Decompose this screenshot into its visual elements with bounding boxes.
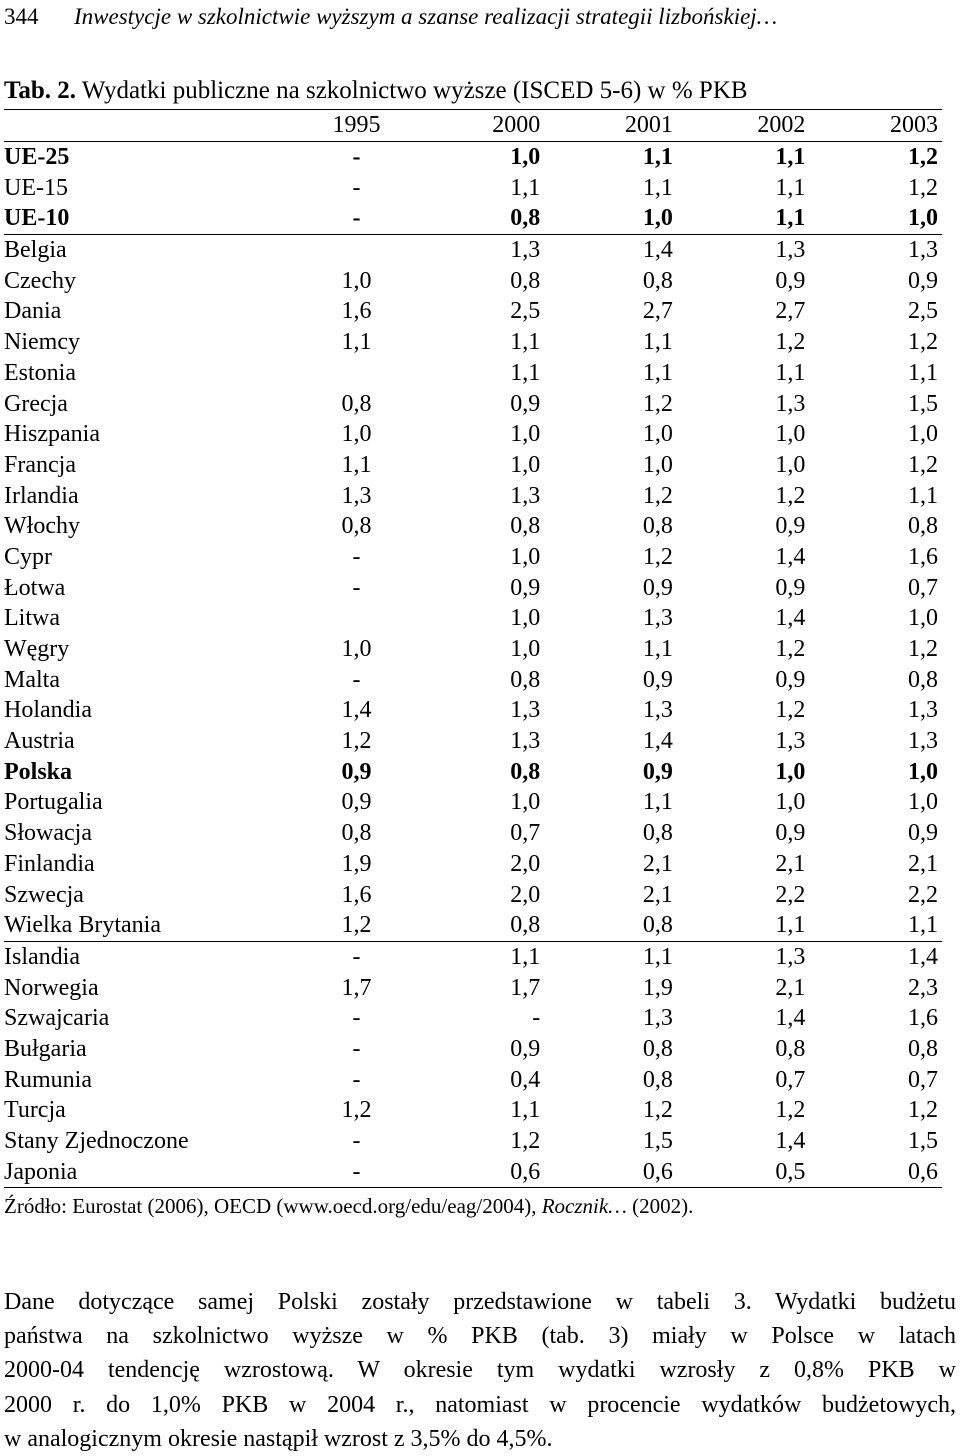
value-cell: 1,6: [341, 881, 372, 908]
value-cell: 0,9: [908, 820, 938, 847]
table-row: [4, 972, 942, 1003]
value-cell: 0,9: [775, 666, 806, 693]
table-row: [4, 265, 942, 296]
value-cell: 1,9: [341, 850, 372, 877]
value-cell: 2,1: [642, 850, 673, 877]
source-prefix: Źródło: Eurostat (2006), OECD (www.oecd.org/edu/eag/2004),: [4, 1194, 542, 1218]
value-cell: 0,9: [642, 574, 673, 601]
source-note: [4, 1191, 954, 1221]
value-cell: -: [301, 203, 411, 234]
value-cell: 1,0: [544, 203, 677, 234]
value-cell: -: [352, 574, 361, 601]
value-cell: 0,8: [775, 1035, 806, 1062]
value-cell: 1,1: [510, 943, 541, 970]
value-cell: 1,3: [642, 1005, 673, 1032]
country-cell: Czechy: [4, 267, 76, 294]
value-cell: 1,1: [642, 636, 673, 663]
value-cell: 1,0: [341, 636, 372, 663]
country-cell: Polska: [4, 758, 73, 785]
value-cell: 0,9: [642, 758, 673, 785]
country-cell: Niemcy: [4, 329, 80, 356]
value-cell: 1,3: [642, 697, 673, 724]
country-cell: UE-10: [4, 203, 301, 234]
paragraph-line: Dane dotyczące samej Polski zostały przedstawione w tabeli 3. Wydatki budżetu: [4, 1289, 956, 1315]
value-cell: 1,3: [775, 390, 806, 417]
value-cell: 0,8: [642, 1035, 673, 1062]
value-cell: 0,8: [642, 513, 673, 540]
value-cell: 0,8: [908, 513, 938, 540]
value-cell: 0,8: [341, 513, 372, 540]
country-cell: Włochy: [4, 513, 80, 540]
value-cell: 1,4: [775, 1128, 806, 1155]
value-cell: 1,2: [908, 174, 938, 201]
value-cell: 0,9: [510, 1035, 541, 1062]
value-cell: [301, 603, 411, 634]
year-header: 2002: [677, 110, 810, 142]
value-cell: 0,9: [908, 267, 938, 294]
table-body: [4, 141, 942, 1187]
table-row: [4, 787, 942, 818]
country-cell: Estonia: [4, 359, 76, 386]
header-corner: [4, 110, 301, 142]
value-cell: 1,0: [809, 203, 942, 234]
value-cell: -: [301, 1156, 411, 1187]
table-row: [4, 634, 942, 665]
country-cell: Malta: [4, 666, 60, 693]
value-cell: 0,9: [775, 513, 806, 540]
value-cell: 1,0: [908, 758, 938, 785]
value-cell: 0,9: [775, 820, 806, 847]
table-row: [4, 849, 942, 880]
value-cell: 1,0: [642, 421, 673, 448]
value-cell: -: [352, 1035, 361, 1062]
value-cell: 1,2: [908, 329, 938, 356]
value-cell: 1,1: [908, 359, 938, 386]
value-cell: 0,8: [642, 1066, 673, 1093]
country-cell: UE-25: [4, 144, 70, 171]
value-cell: 1,4: [775, 605, 806, 632]
value-cell: 1,3: [775, 943, 806, 970]
table-label: Tab. 2.: [4, 77, 77, 104]
value-cell: 1,1: [642, 329, 673, 356]
value-cell: 1,2: [642, 390, 673, 417]
country-cell: Bułgaria: [4, 1035, 87, 1062]
value-cell: 2,2: [775, 881, 806, 908]
value-cell: 1,2: [775, 1097, 806, 1124]
value-cell: 1,5: [908, 1128, 938, 1155]
country-cell: Turcja: [4, 1097, 66, 1124]
table-row: [4, 172, 942, 203]
country-cell: Rumunia: [4, 1066, 92, 1093]
value-cell: 1,4: [908, 943, 938, 970]
value-cell: 1,1: [677, 203, 810, 234]
country-cell: Łotwa: [4, 574, 66, 601]
value-cell: 1,0: [908, 789, 938, 816]
year-header: 2000: [412, 110, 545, 142]
country-cell: Finlandia: [4, 850, 95, 877]
table-row: [4, 695, 942, 726]
value-cell: 1,2: [301, 910, 411, 941]
value-cell: 1,3: [510, 728, 541, 755]
value-cell: 1,5: [642, 1128, 673, 1155]
table-row: [4, 818, 942, 849]
value-cell: 1,0: [775, 758, 806, 785]
table-row: [4, 358, 942, 389]
value-cell: 1,0: [775, 451, 806, 478]
value-cell: 1,2: [775, 329, 806, 356]
value-cell: 2,3: [908, 974, 938, 1001]
country-cell: Słowacja: [4, 820, 92, 847]
value-cell: 1,1: [642, 789, 673, 816]
value-cell: 1,2: [775, 697, 806, 724]
table-row: [4, 480, 942, 511]
value-cell: 1,2: [908, 636, 938, 663]
value-cell: 1,0: [510, 144, 541, 171]
value-cell: 0,5: [677, 1156, 810, 1187]
table-row: [4, 234, 942, 265]
value-cell: -: [532, 1005, 541, 1032]
value-cell: 0,6: [412, 1156, 545, 1187]
value-cell: 1,4: [341, 697, 372, 724]
value-cell: 2,5: [510, 298, 541, 325]
value-cell: 1,1: [642, 943, 673, 970]
value-cell: 1,9: [642, 974, 673, 1001]
value-cell: 1,1: [341, 329, 372, 356]
table-row: [4, 419, 942, 450]
country-cell: Islandia: [4, 943, 80, 970]
paragraph-line: 2000 r. do 1,0% PKB w 2004 r., natomiast w procencie wydatków budżetowych,: [4, 1391, 956, 1418]
year-header: 2003: [809, 110, 942, 142]
value-cell: 1,3: [908, 237, 938, 264]
value-cell: 1,0: [341, 421, 372, 448]
table-caption: [4, 74, 954, 108]
value-cell: 1,0: [908, 605, 938, 632]
value-cell: 1,1: [510, 329, 541, 356]
table-row: [4, 450, 942, 481]
source-italic: Rocznik…: [541, 1194, 627, 1218]
expenditure-table: [4, 109, 942, 1188]
table-row: [4, 327, 942, 358]
country-cell: Litwa: [4, 605, 60, 632]
country-cell: UE-15: [4, 174, 68, 201]
page-header: [4, 0, 954, 34]
table-row: [4, 296, 942, 327]
table-row: [4, 388, 942, 419]
value-cell: 1,4: [642, 237, 673, 264]
value-cell: -: [352, 174, 361, 201]
table-header-row: [4, 110, 942, 142]
value-cell: 2,1: [908, 850, 938, 877]
value-cell: 1,7: [510, 974, 541, 1001]
value-cell: -: [352, 144, 361, 171]
value-cell: 0,9: [775, 267, 806, 294]
country-cell: Holandia: [4, 697, 92, 724]
value-cell: 1,2: [908, 144, 938, 171]
value-cell: 0,8: [510, 267, 541, 294]
value-cell: 1,2: [642, 543, 673, 570]
running-title: Inwestycje w szkolnictwie wyższym a szanse realizacji strategii lizbońskiej…: [74, 4, 778, 29]
paragraph-line: państwa na szkolnictwo wyższe w % PKB (tab. 3) miały w Polsce w latach: [4, 1323, 956, 1350]
value-cell: 2,5: [908, 298, 938, 325]
value-cell: 1,0: [510, 543, 541, 570]
value-cell: 0,8: [908, 1035, 938, 1062]
table-row: [4, 1156, 942, 1187]
year-header: 2001: [544, 110, 677, 142]
value-cell: 2,7: [775, 298, 806, 325]
value-cell: 0,9: [341, 758, 372, 785]
value-cell: 1,1: [908, 482, 938, 509]
value-cell: 2,1: [775, 850, 806, 877]
value-cell: 1,3: [510, 697, 541, 724]
value-cell: [301, 234, 411, 265]
table-row: [4, 941, 942, 972]
value-cell: 0,8: [341, 390, 372, 417]
value-cell: 1,1: [510, 1097, 541, 1124]
paragraph-line: w analogicznym okresie nastąpił wzrost z 3,5% do 4,5%.: [4, 1425, 553, 1452]
value-cell: 1,5: [908, 390, 938, 417]
country-cell: Austria: [4, 728, 75, 755]
value-cell: -: [352, 1066, 361, 1093]
value-cell: 2,0: [510, 881, 541, 908]
table-row: [4, 664, 942, 695]
country-cell: Hiszpania: [4, 421, 100, 448]
value-cell: 1,1: [510, 174, 541, 201]
value-cell: 0,8: [908, 666, 938, 693]
value-cell: -: [352, 1128, 361, 1155]
table-row: [4, 1095, 942, 1126]
value-cell: 1,3: [775, 237, 806, 264]
table-row: [4, 1034, 942, 1065]
country-cell: Szwecja: [4, 881, 84, 908]
value-cell: 1,3: [642, 605, 673, 632]
country-cell: Wielka Brytania: [4, 910, 301, 941]
table-row: [4, 141, 942, 172]
value-cell: 2,7: [642, 298, 673, 325]
value-cell: 1,3: [908, 697, 938, 724]
value-cell: 1,4: [775, 543, 806, 570]
value-cell: 0,6: [809, 1156, 942, 1187]
value-cell: 0,8: [412, 203, 545, 234]
value-cell: -: [352, 1005, 361, 1032]
country-cell: Portugalia: [4, 789, 103, 816]
value-cell: 1,0: [510, 636, 541, 663]
table-row: [4, 756, 942, 787]
value-cell: 1,0: [908, 421, 938, 448]
value-cell: 0,7: [908, 1066, 938, 1093]
value-cell: 1,0: [510, 451, 541, 478]
value-cell: 0,9: [510, 574, 541, 601]
value-cell: 1,2: [908, 1097, 938, 1124]
value-cell: 1,7: [341, 974, 372, 1001]
value-cell: 1,0: [775, 421, 806, 448]
value-cell: 1,0: [510, 789, 541, 816]
value-cell: 0,7: [510, 820, 541, 847]
value-cell: 0,6: [544, 1156, 677, 1187]
value-cell: 1,3: [510, 482, 541, 509]
table-row: [4, 603, 942, 634]
value-cell: 2,2: [908, 881, 938, 908]
country-cell: Grecja: [4, 390, 68, 417]
country-cell: Japonia: [4, 1156, 301, 1187]
value-cell: 1,2: [908, 451, 938, 478]
value-cell: -: [352, 543, 361, 570]
value-cell: 1,3: [510, 237, 541, 264]
country-cell: Belgia: [4, 237, 67, 264]
value-cell: 0,9: [510, 390, 541, 417]
country-cell: Szwajcaria: [4, 1005, 110, 1032]
value-cell: 1,0: [510, 605, 541, 632]
value-cell: 1,1: [642, 359, 673, 386]
value-cell: 2,1: [775, 974, 806, 1001]
value-cell: 0,8: [510, 513, 541, 540]
value-cell: 1,2: [775, 482, 806, 509]
value-cell: 1,6: [908, 543, 938, 570]
value-cell: 1,1: [341, 451, 372, 478]
table-row: [4, 511, 942, 542]
table-row: [4, 879, 942, 910]
country-cell: Francja: [4, 451, 76, 478]
paragraph-line: 2000-04 tendencję wzrostową. W okresie tym wydatki wzrosły z 0,8% PKB w: [4, 1357, 956, 1384]
value-cell: 1,0: [510, 421, 541, 448]
value-cell: 0,8: [544, 910, 677, 941]
value-cell: 0,9: [642, 666, 673, 693]
year-header: 1995: [301, 110, 411, 142]
value-cell: 1,2: [341, 728, 372, 755]
country-cell: Węgry: [4, 636, 70, 663]
table-row: [4, 1126, 942, 1157]
value-cell: 1,2: [775, 636, 806, 663]
country-cell: Cypr: [4, 543, 52, 570]
value-cell: 1,1: [775, 359, 806, 386]
table-title: Wydatki publiczne na szkolnictwo wyższe (ISCED 5-6) w % PKB: [81, 77, 748, 104]
table-row: [4, 910, 942, 941]
value-cell: 0,8: [510, 758, 541, 785]
source-suffix: (2002).: [626, 1194, 694, 1218]
value-cell: 0,8: [341, 820, 372, 847]
value-cell: [301, 358, 411, 389]
table-row: [4, 542, 942, 573]
table-row: [4, 1064, 942, 1095]
value-cell: 1,6: [908, 1005, 938, 1032]
value-cell: 1,3: [341, 482, 372, 509]
value-cell: 1,2: [341, 1097, 372, 1124]
country-cell: Stany Zjednoczone: [4, 1128, 189, 1155]
value-cell: 1,1: [775, 144, 806, 171]
value-cell: 2,1: [642, 881, 673, 908]
value-cell: 1,0: [642, 451, 673, 478]
value-cell: 0,9: [341, 789, 372, 816]
value-cell: 1,1: [642, 174, 673, 201]
value-cell: 1,4: [775, 1005, 806, 1032]
value-cell: 1,0: [775, 789, 806, 816]
value-cell: 0,8: [642, 820, 673, 847]
country-cell: Norwegia: [4, 974, 99, 1001]
page-number: 344: [4, 4, 39, 29]
value-cell: 1,4: [642, 728, 673, 755]
value-cell: 0,7: [908, 574, 938, 601]
value-cell: -: [352, 666, 361, 693]
country-cell: Dania: [4, 298, 62, 325]
value-cell: 1,3: [775, 728, 806, 755]
value-cell: 0,4: [510, 1066, 541, 1093]
value-cell: 1,1: [677, 910, 810, 941]
value-cell: 1,1: [775, 174, 806, 201]
value-cell: 2,0: [510, 850, 541, 877]
value-cell: 1,0: [341, 267, 372, 294]
table-row: [4, 572, 942, 603]
value-cell: 1,1: [510, 359, 541, 386]
body-paragraph: [4, 1285, 956, 1456]
table-row: [4, 726, 942, 757]
table-row: [4, 1003, 942, 1034]
country-cell: Irlandia: [4, 482, 79, 509]
value-cell: 1,2: [642, 1097, 673, 1124]
value-cell: 1,1: [642, 144, 673, 171]
value-cell: 1,1: [809, 910, 942, 941]
table-row: [4, 203, 942, 234]
value-cell: 1,2: [510, 1128, 541, 1155]
value-cell: 0,8: [412, 910, 545, 941]
value-cell: 1,2: [642, 482, 673, 509]
value-cell: 1,3: [908, 728, 938, 755]
value-cell: 0,9: [775, 574, 806, 601]
value-cell: -: [352, 943, 361, 970]
value-cell: 0,8: [510, 666, 541, 693]
value-cell: 0,7: [775, 1066, 806, 1093]
value-cell: 1,6: [341, 298, 372, 325]
value-cell: 0,8: [642, 267, 673, 294]
